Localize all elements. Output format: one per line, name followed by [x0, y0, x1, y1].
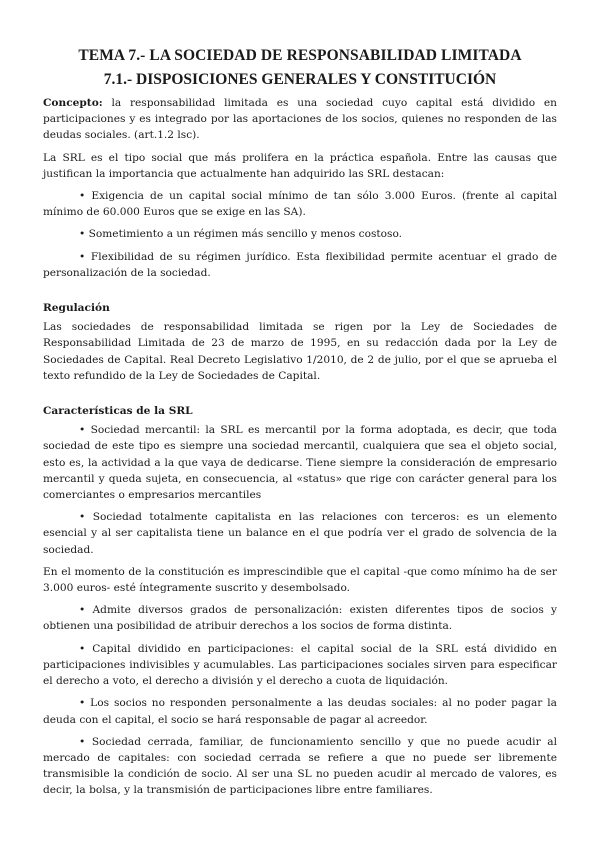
bullet-text: • Flexibilidad de su régimen jurídico. Esta flexibilidad permite acentuar el grado de personalización de la sociedad. [43, 251, 557, 279]
bullet-text: • Sociedad totalmente capitalista en las relaciones con terceros: es un elemento esencial y al ser capitalista tiene un balance en el que podría ver el grado de solvencia de la sociedad. [43, 511, 557, 555]
caracteristica-item [43, 422, 557, 503]
intro-paragraph: La SRL es el tipo social que más prolifera en la práctica española. Entre las causas que justifican la importancia que actualmente han adquirido las SRL destacan: [43, 151, 557, 180]
concepto-paragraph [43, 95, 557, 144]
caracteristica-item [43, 602, 557, 634]
causa-item [43, 226, 557, 242]
caracteristica-item [43, 695, 557, 727]
caracteristica-item [43, 641, 557, 690]
constitucion-note: En el momento de la constitución es imprescindible que el capital -que como mínimo ha de ser 3.000 euros- esté íntegramente suscrito y desembolsado. [43, 565, 557, 595]
regulacion-heading: Regulación [43, 302, 110, 315]
bullet-text: • Los socios no responden personalmente a las deudas sociales: al no poder pagar la deuda con el capital, el socio se hará responsable de pagar al acreedor. [43, 697, 557, 725]
document-title: TEMA 7.- LA SOCIEDAD DE RESPONSABILIDAD LIMITADA [78, 47, 522, 64]
concepto-text: la responsabilidad limitada es una sociedad cuyo capital está dividido en participaciones y es integrado por las aportaciones de los socios, quienes no responden de las deudas sociales. (art.1.2 lsc). [43, 97, 557, 142]
caracteristicas-heading: Características de la SRL [43, 405, 193, 418]
bullet-text: • Sometimiento a un régimen más sencillo y menos costoso. [79, 228, 402, 240]
bullet-text: • Capital dividido en participaciones: el capital social de la SRL está dividido en participaciones indivisibles y acumulables. Las participaciones sociales sirven para especificar el derecho a voto, el derecho a división y el derecho a cuota de liquidación. [43, 643, 557, 687]
regulacion-paragraph: Las sociedades de responsabilidad limitada se rigen por la Ley de Sociedades de Responsabilidad Limitada de 23 de marzo de 1995, en su redacción dada por la Ley de Sociedades de Capital. Real Decreto Legislativo 1/2010, de 2 de julio, por el que se aprueba el texto refundido de la Ley de Sociedades de Capital. [43, 321, 557, 382]
caracteristica-item [43, 734, 557, 799]
bullet-text: • Sociedad mercantil: la SRL es mercantil por la forma adoptada, es decir, que toda sociedad de este tipo es siempre una sociedad mercantil, cualquiera que sea el objeto social, esto es, la actividad a la que vaya de dedicarse. Tiene siempre la consideración de empresario mercantil y queda sujeta, en consecuencia, al «status» que rige con carácter general para los comerciantes o empresarios mercantiles [43, 424, 557, 501]
bullet-text: • Sociedad cerrada, familiar, de funcionamiento sencillo y que no puede acudir al mercado de capitales: con sociedad cerrada se refiere a que no puede ser libremente transmisible la condición de socio. Al ser una SL no pueden acudir al mercado de valores, es decir, la bolsa, y la transmisión de participaciones libre entre familiares. [43, 736, 557, 797]
bullet-text: • Exigencia de un capital social mínimo de tan sólo 3.000 Euros. (frente al capital mínimo de 60.000 Euros que se exige en las SA). [43, 190, 557, 218]
concepto-label: Concepto: [43, 97, 103, 109]
causa-item [43, 188, 557, 220]
caracteristica-item [43, 509, 557, 558]
bullet-text: • Admite diversos grados de personalización: existen diferentes tipos de socios y obtienen una posibilidad de atribuir derechos a los socios de forma distinta. [43, 604, 557, 632]
causa-item [43, 249, 557, 281]
section-title: 7.1.- DISPOSICIONES GENERALES Y CONSTITUCIÓN [103, 71, 497, 88]
